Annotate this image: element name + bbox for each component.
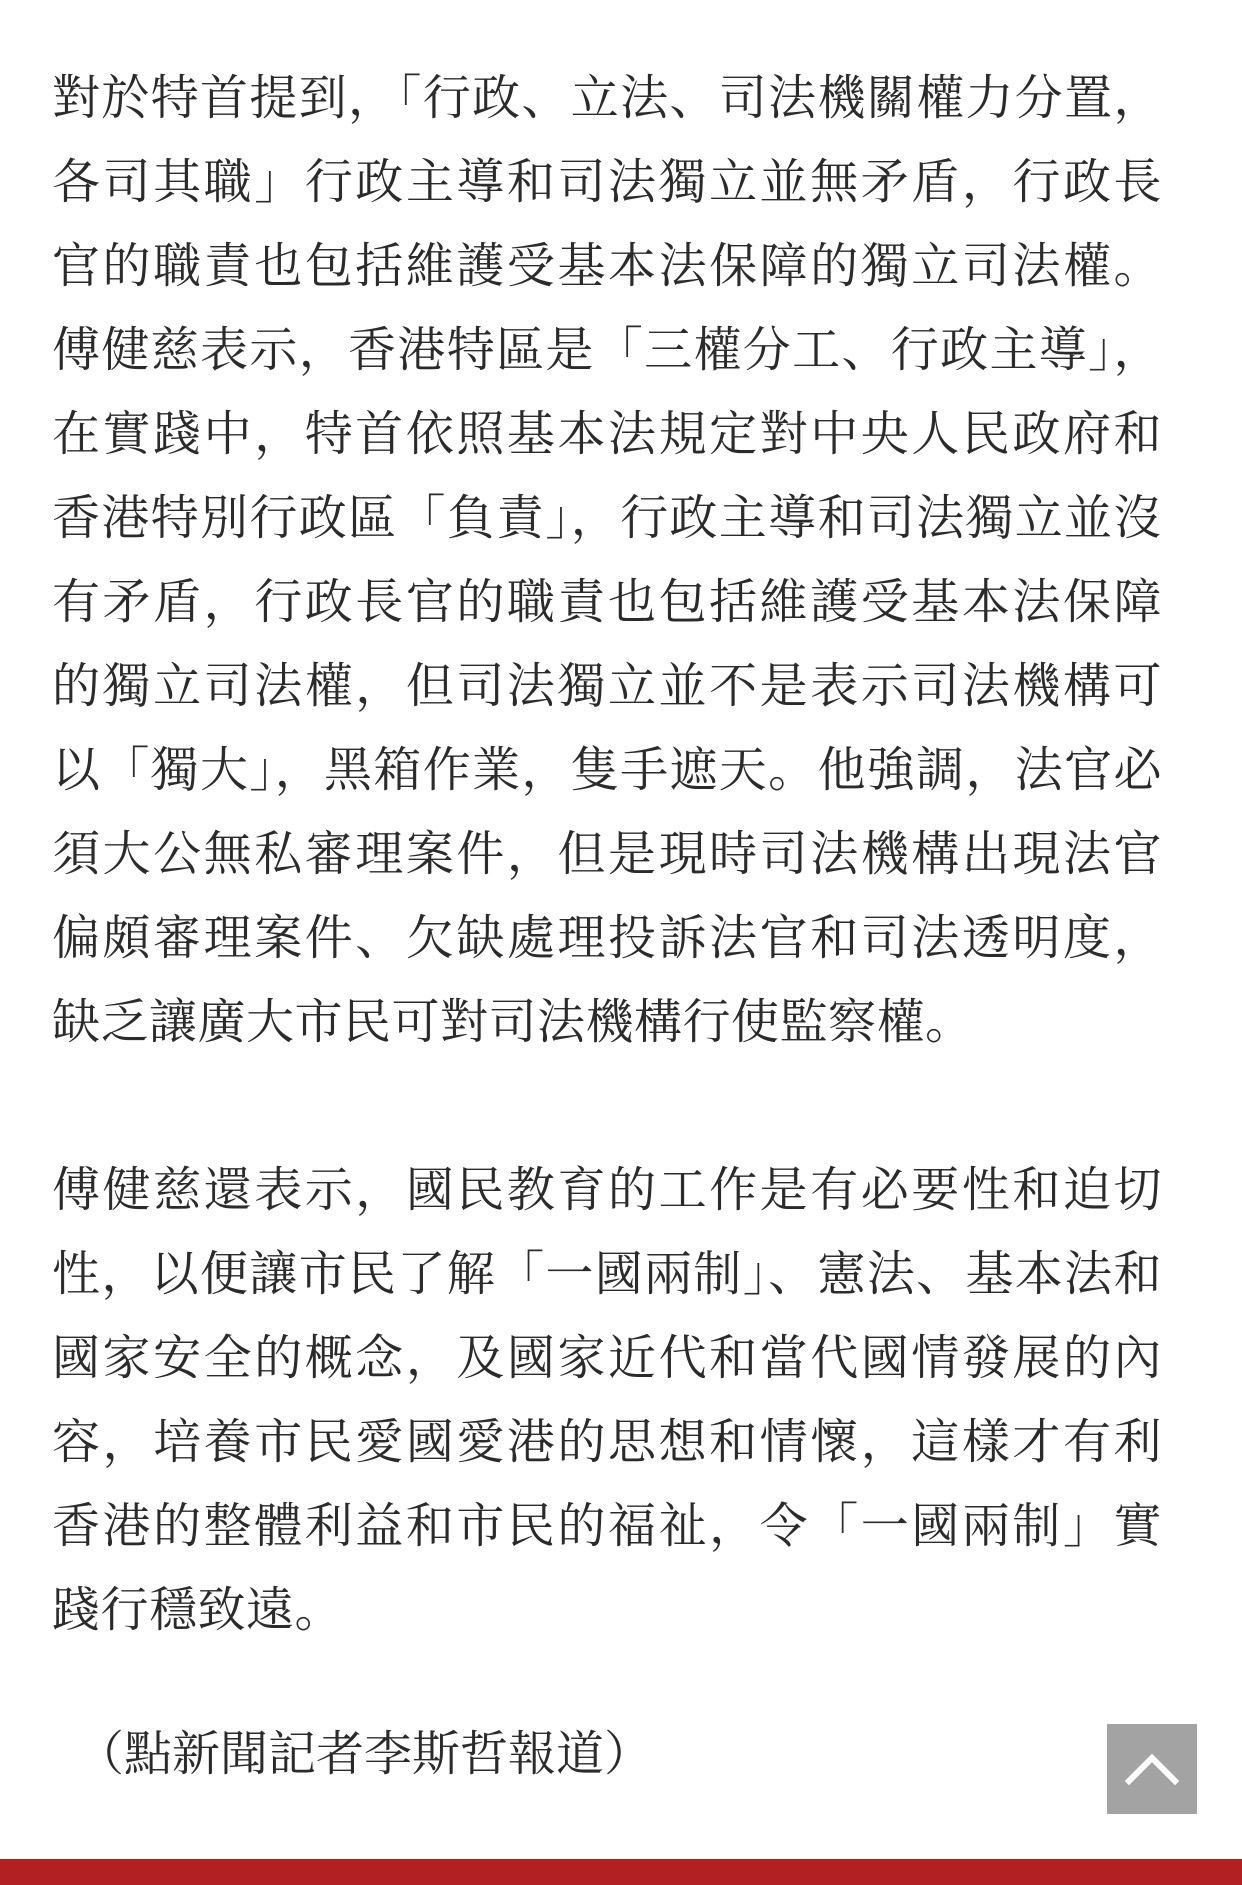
chevron-up-icon [1125,1753,1179,1785]
article-paragraph: 對於特首提到，「行政、立法、司法機關權力分置，各司其職」行政主導和司法獨立並無矛盾，行政長官的職責也包括維護受基本法保障的獨立司法權。傅健慈表示，香港特區是「三權分工、行政主導」，在實踐中，特首依照基本法規定對中央人民政府和香港特別行政區「負責」，行政主導和司法獨立並沒有矛盾，行政長官的職責也包括維護受基本法保障的獨立司法權，但司法獨立並不是表示司法機構可以「獨大」，黑箱作業，隻手遮天。他強調，法官必須大公無私審理案件，但是現時司法機構出現法官偏頗審理案件、欠缺處理投訴法官和司法透明度，缺乏讓廣大市民可對司法機構行使監察權。 [52,70,1162,1050]
article-paragraph: 傅健慈還表示，國民教育的工作是有必要性和迫切性，以便讓市民了解「一國兩制」、憲法、基本法和國家安全的概念，及國家近代和當代國情發展的內容，培養市民愛國愛港的思想和情懷，這樣才有利香港的整體利益和市民的福祉，令「一國兩制」實踐行穩致遠。 [52,1162,1162,1638]
footer-bar [0,1859,1242,1885]
reporter-byline: （點新聞記者李斯哲報道） [76,1726,653,1782]
article-body [52,56,1162,1652]
back-to-top-button[interactable] [1107,1724,1197,1814]
